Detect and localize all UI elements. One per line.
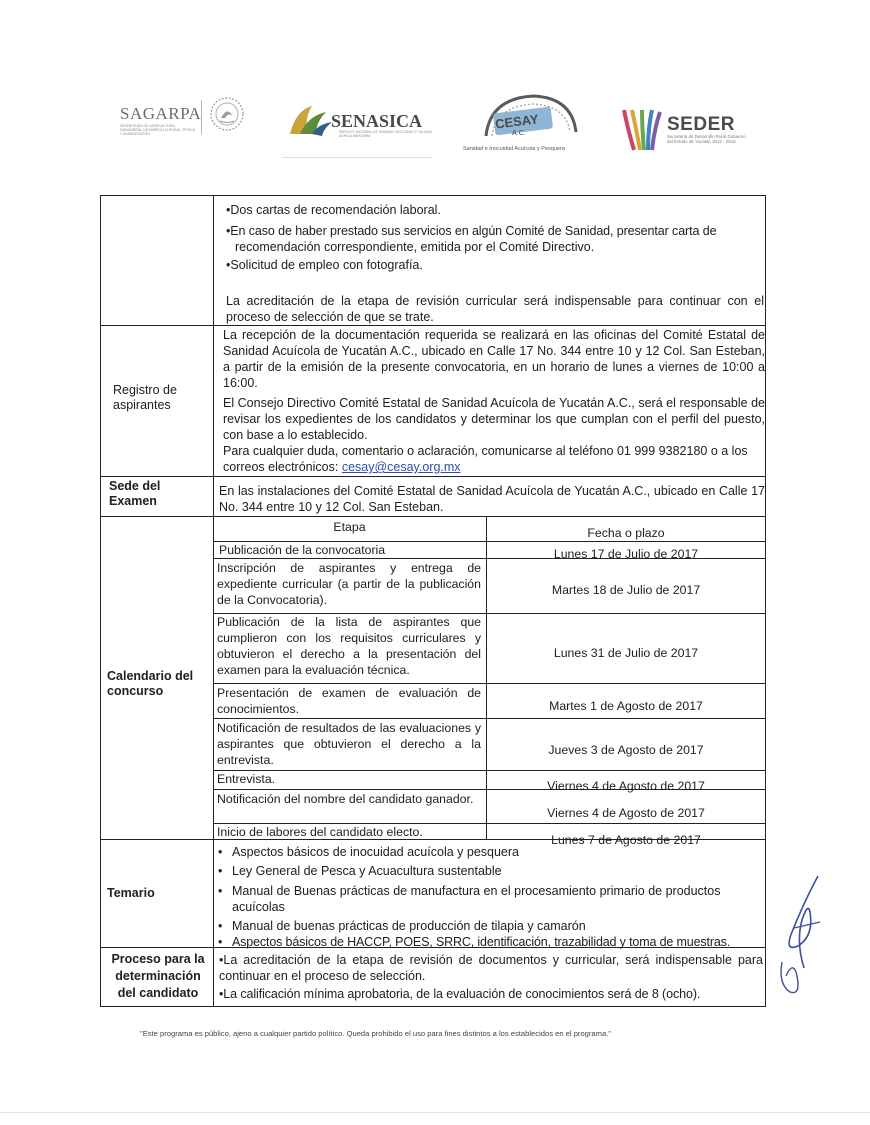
requisito-item: •Dos cartas de recomendación laboral. — [226, 203, 441, 217]
row-divider — [101, 516, 765, 517]
seder-emblem-icon — [620, 106, 662, 154]
row-divider — [101, 476, 765, 477]
calendar-fecha: Martes 1 de Agosto de 2017 — [549, 699, 703, 713]
mexico-seal-icon — [209, 96, 245, 132]
seder-logo-text: SEDER — [667, 114, 735, 135]
senasica-logo-text: SENASICA — [331, 111, 423, 131]
calendar-etapa: Presentación de examen de evaluación de conocimientos. — [217, 686, 481, 716]
calendar-fecha: Lunes 31 de Julio de 2017 — [553, 646, 699, 660]
bullet-icon: • — [218, 935, 223, 949]
calendar-row-divider — [213, 683, 765, 684]
calendar-etapa: Entrevista. — [217, 772, 276, 786]
requisito-item: •En caso de haber prestado sus servicios en algún Comité de Sanidad, presentar carta de — [226, 224, 717, 238]
contact-email-link[interactable]: cesay@cesay.org.mx — [341, 460, 461, 474]
logo-divider — [201, 100, 202, 134]
calendar-etapa: Notificación del nombre del candidato ganador. — [217, 792, 474, 806]
bullet-icon: • — [218, 845, 223, 859]
temario-item: Aspectos básicos de inocuidad acuícola y pesquera — [232, 845, 519, 859]
row-divider — [101, 325, 765, 326]
calendar-fecha: Viernes 4 de Agosto de 2017 — [547, 779, 705, 793]
sede-label: Sede del Examen — [109, 479, 161, 508]
calendar-header-fecha: Fecha o plazo — [587, 526, 665, 540]
temario-item: Manual de Buenas prácticas de manufactura en el procesamiento primario de productos acuícolas — [232, 884, 721, 914]
bullet-icon: • — [218, 864, 223, 878]
proceso-item: •La acreditación de la etapa de revisión de documentos y curricular, será indispensable para continuar en el proceso de selección. — [219, 953, 763, 983]
temario-item: Aspectos básicos de HACCP, POES, SRRC, identificación, trazabilidad y toma de muestras. — [232, 935, 731, 949]
header-rule — [282, 157, 432, 158]
bullet-icon: • — [218, 884, 223, 898]
calendar-fecha: Jueves 3 de Agosto de 2017 — [548, 743, 704, 757]
senasica-emblem-icon — [286, 100, 334, 140]
registro-paragraph-1: La recepción de la documentación requerida se realizará en las oficinas del Comité Estatal de Sanidad Acuícola de Yucatán A.C., ubicado en Calle 17 No. 344 entre 10 y 12 Col. San Esteban, a partir de la emisión de la presente convocatoria, en un horario de lunes a viernes de 10:00 a 16:00. — [223, 328, 765, 390]
calendar-fecha: Lunes 17 de Julio de 2017 — [553, 547, 699, 561]
proceso-item: •La calificación mínima aprobatoria, de la evaluación de conocimientos será de 8 (ocho). — [219, 987, 701, 1001]
convocatoria-table — [100, 195, 766, 1007]
handwritten-signature-icon — [774, 872, 830, 1002]
calendar-etapa: Publicación de la convocatoria — [219, 543, 386, 557]
cesay-logo-text: CESAY — [494, 111, 540, 132]
calendar-fecha: Viernes 4 de Agosto de 2017 — [547, 806, 705, 820]
page-bottom-rule — [0, 1112, 870, 1113]
senasica-logo-subtitle: SERVICIO NACIONAL DE SANIDAD, INOCUIDAD Y CALIDAD AGROALIMENTARIA — [339, 130, 432, 138]
footer-disclaimer: "Este programa es público, ajeno a cualquier partido político. Queda prohibido el uso para fines distintos a los establecidos en el programa." — [140, 1029, 611, 1038]
calendar-etapa: Inicio de labores del candidato electo. — [217, 825, 423, 839]
calendar-row-divider — [213, 718, 765, 719]
calendar-fecha: Martes 18 de Julio de 2017 — [551, 583, 701, 597]
requisitos-note: La acreditación de la etapa de revisión curricular será indispensable para continuar con el proceso de selección de que se trate. — [226, 294, 764, 324]
requisito-item-continued: recomendación correspondiente, emitida por el Comité Directivo. — [235, 240, 595, 254]
sagarpa-logo-subtitle: SECRETARÍA DE AGRICULTURA, GANADERÍA, DESARROLLO RURAL, PESCA Y ALIMENTACIÓN — [120, 124, 195, 137]
calendar-etapa: Inscripción de aspirantes y entrega de expediente curricular (a partir de la publicación de la Convocatoria). — [217, 561, 481, 607]
cesay-logo-subtitle: Sanidad e Inocuidad Acuícola y Pesquera — [463, 146, 565, 152]
calendar-fecha: Lunes 7 de Agosto de 2017 — [551, 833, 701, 847]
bullet-icon: • — [218, 919, 223, 933]
label-column-divider — [213, 196, 214, 1006]
calendario-label: Calendario del concurso — [107, 669, 194, 698]
sede-text: En las instalaciones del Comité Estatal de Sanidad Acuícola de Yucatán A.C., ubicado en Calle 17 No. 344 entre 10 y 12 Col. San Esteban. — [219, 484, 765, 514]
temario-item: Manual de buenas prácticas de producción de tilapia y camarón — [232, 919, 586, 933]
registro-label: Registro de aspirantes — [113, 383, 177, 412]
calendar-etapa: Notificación de resultados de las evaluaciones y aspirantes que obtuvieron el derecho a la entrevista. — [217, 721, 481, 767]
cesay-logo-suffix: A.C. — [512, 130, 526, 137]
proceso-label: Proceso para la determinación del candidato — [111, 952, 205, 1000]
requisito-item: •Solicitud de empleo con fotografía. — [226, 258, 423, 272]
sagarpa-logo-text: SAGARPA — [120, 104, 202, 123]
seder-logo-subtitle: Secretaría de Desarrollo Rural Gobierno del Estado de Yucatán 2012 - 2018 — [667, 134, 746, 144]
temario-label: Temario — [107, 886, 155, 900]
registro-paragraph-2: El Consejo Directivo Comité Estatal de Sanidad Acuícola de Yucatán A.C., será el responsable de revisar los expedientes de los candidatos y determinar los que cumplan con el perfil del puesto, con base a lo establecido. — [223, 396, 765, 442]
calendar-etapa: Publicación de la lista de aspirantes que cumplieron con los requisitos curriculares y obtuvieron el derecho a la presentación del examen para la evaluación técnica. — [217, 615, 481, 677]
temario-item: Ley General de Pesca y Acuacultura sustentable — [232, 864, 502, 878]
registro-contact: Para cualquier duda, comentario o aclaración, comunicarse al teléfono 01 999 9382180 o a los correos electrónicos: cesay@cesay.org.mx — [223, 444, 748, 474]
calendar-header-etapa: Etapa — [333, 520, 366, 534]
